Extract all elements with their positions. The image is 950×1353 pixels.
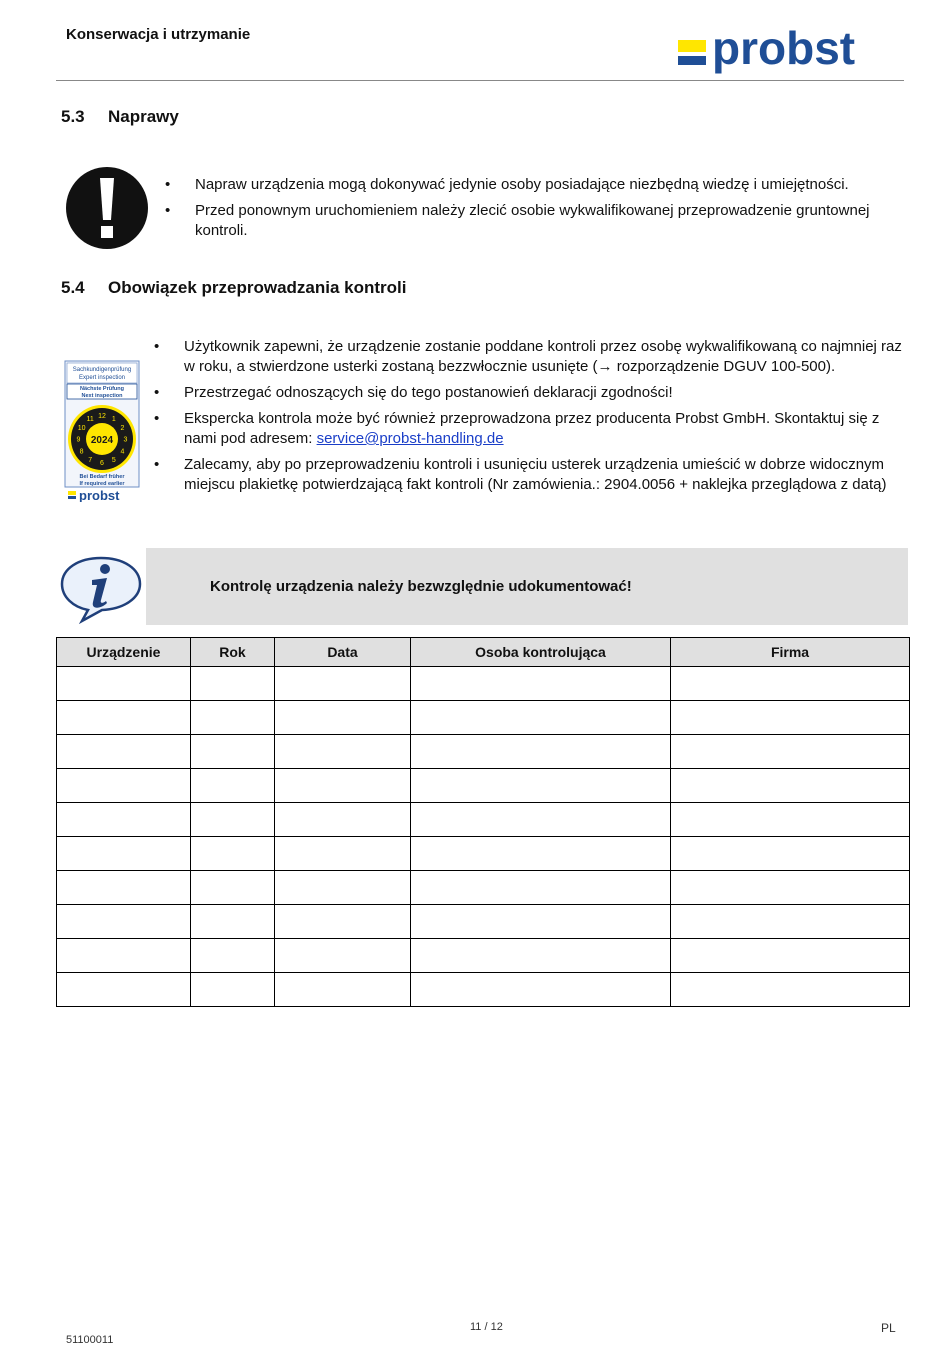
table-cell	[411, 769, 671, 803]
sticker-month: 4	[120, 448, 125, 456]
column-header: Urządzenie	[57, 638, 191, 667]
table-cell	[191, 769, 275, 803]
table-cell	[191, 667, 275, 701]
sticker-month: 7	[88, 456, 93, 464]
table-row	[57, 667, 910, 701]
info-icon	[58, 554, 144, 624]
table-cell	[57, 803, 191, 837]
page-number: 11 / 12	[470, 1321, 503, 1333]
sticker-month: 5	[111, 456, 116, 464]
sticker-month: 9	[76, 436, 81, 444]
table-row	[57, 735, 910, 769]
list-item: • Użytkownik zapewni, że urządzenie zostanie poddane kontroli przez osobę wykwalifikowaną co najmniej raz w roku, a stwierdzone usterki zostaną bezzwłocznie usunięte (→ rozporządzenie DGUV 100-500).	[154, 337, 906, 377]
list-item: • Przestrzegać odnoszących się do tego postanowień deklaracji zgodności!	[154, 383, 906, 403]
column-header: Firma	[671, 638, 910, 667]
table-cell	[275, 701, 411, 735]
table-row	[57, 939, 910, 973]
section-number: 5.3	[61, 107, 85, 126]
table-cell	[275, 871, 411, 905]
sticker-month: 8	[79, 448, 84, 456]
sticker-text: Nächste Prüfung	[79, 386, 125, 392]
table-cell	[275, 769, 411, 803]
logo-text: probst	[712, 28, 856, 74]
table-cell	[57, 905, 191, 939]
table-cell	[191, 803, 275, 837]
table-cell	[411, 871, 671, 905]
table-cell	[671, 837, 910, 871]
section-number: 5.4	[61, 278, 85, 297]
table-cell	[57, 939, 191, 973]
sticker-brand: probst	[79, 488, 120, 502]
table-cell	[191, 939, 275, 973]
table-cell	[191, 701, 275, 735]
document-code: 51100011	[66, 1334, 114, 1346]
column-header: Osoba kontrolująca	[411, 638, 671, 667]
list-item: • Napraw urządzenia mogą dokonywać jedynie osoby posiadające niezbędną wiedzę i umiejętności.	[165, 175, 905, 195]
table-cell	[671, 803, 910, 837]
list-item	[154, 409, 906, 449]
column-header: Data	[275, 638, 411, 667]
sticker-month: 11	[86, 416, 94, 424]
table-cell	[191, 973, 275, 1007]
table-cell	[275, 905, 411, 939]
inspection-list	[154, 337, 906, 501]
table-cell	[671, 973, 910, 1007]
list-item: • Przed ponownym uruchomieniem należy zlecić osobie wykwalifikowanej przeprowadzenie gruntownej kontroli.	[165, 201, 905, 241]
table-cell	[275, 735, 411, 769]
exclamation-icon	[65, 166, 149, 250]
table-cell	[671, 735, 910, 769]
table-row	[57, 871, 910, 905]
table-cell	[191, 905, 275, 939]
sticker-month: 6	[100, 460, 104, 467]
sticker-text: If required earlier	[79, 481, 125, 487]
table-cell	[57, 871, 191, 905]
table-cell	[275, 667, 411, 701]
contact-email-link[interactable]: service@probst-handling.de	[316, 430, 504, 447]
table-cell	[275, 803, 411, 837]
sticker-month: 1	[111, 416, 116, 424]
list-item: • Zalecamy, aby po przeprowadzeniu kontroli i usunięciu usterek urządzenia umieścić w dobrze widocznym miejscu plakietkę potwierdzającą fakt kontroli (Nr zamówienia.: 2904.0056 + naklejka przeglądowa z datą)	[154, 455, 906, 495]
table-cell	[671, 871, 910, 905]
table-cell	[411, 803, 671, 837]
table-row	[57, 701, 910, 735]
table-cell	[57, 973, 191, 1007]
sticker-text: Next inspection	[81, 393, 123, 399]
table-cell	[411, 973, 671, 1007]
table-cell	[191, 735, 275, 769]
sticker-text: Expert inspection	[78, 375, 126, 381]
sticker-month: 12	[98, 413, 106, 420]
table-cell	[275, 939, 411, 973]
table-cell	[191, 837, 275, 871]
sticker-month: 2	[120, 424, 125, 432]
table-cell	[411, 837, 671, 871]
table-cell	[411, 667, 671, 701]
table-header-row	[57, 638, 910, 667]
sticker-text: Sachkundigenprüfung	[72, 367, 132, 373]
table-cell	[411, 939, 671, 973]
sticker-month: 10	[77, 424, 86, 432]
table-cell	[57, 735, 191, 769]
table-cell	[411, 701, 671, 735]
table-cell	[671, 667, 910, 701]
table-row	[57, 803, 910, 837]
table-cell	[57, 769, 191, 803]
table-cell	[411, 735, 671, 769]
table-cell	[671, 769, 910, 803]
table-cell	[411, 905, 671, 939]
repairs-list	[165, 175, 905, 247]
sticker-year: 2024	[90, 435, 114, 446]
inspection-sticker-icon	[64, 360, 142, 502]
info-text: Kontrolę urządzenia należy bezwzględnie udokumentować!	[210, 578, 632, 595]
section-title: Obowiązek przeprowadzania kontroli	[108, 278, 407, 297]
table-cell	[191, 871, 275, 905]
sticker-text: Bei Bedarf früher	[79, 474, 125, 480]
language-code: PL	[881, 1321, 896, 1335]
page-header-title: Konserwacja i utrzymanie	[66, 26, 251, 43]
table-cell	[275, 837, 411, 871]
table-cell	[57, 701, 191, 735]
section-title: Naprawy	[108, 107, 179, 126]
header-divider	[56, 80, 904, 81]
inspection-table	[56, 637, 910, 1007]
table-row	[57, 769, 910, 803]
sticker-month: 3	[123, 436, 128, 444]
table-cell	[57, 837, 191, 871]
table-body	[57, 667, 910, 1007]
table-cell	[671, 939, 910, 973]
table-row	[57, 837, 910, 871]
table-cell	[275, 973, 411, 1007]
table-cell	[671, 905, 910, 939]
table-cell	[671, 701, 910, 735]
table-row	[57, 905, 910, 939]
column-header: Rok	[191, 638, 275, 667]
table-cell	[57, 667, 191, 701]
table-row	[57, 973, 910, 1007]
list-item-text: Ekspercka kontrola może być również przeprowadzona przez producenta Probst GmbH. Skontaktuj się z nami pod adresem:	[184, 410, 880, 447]
probst-logo	[676, 28, 896, 78]
